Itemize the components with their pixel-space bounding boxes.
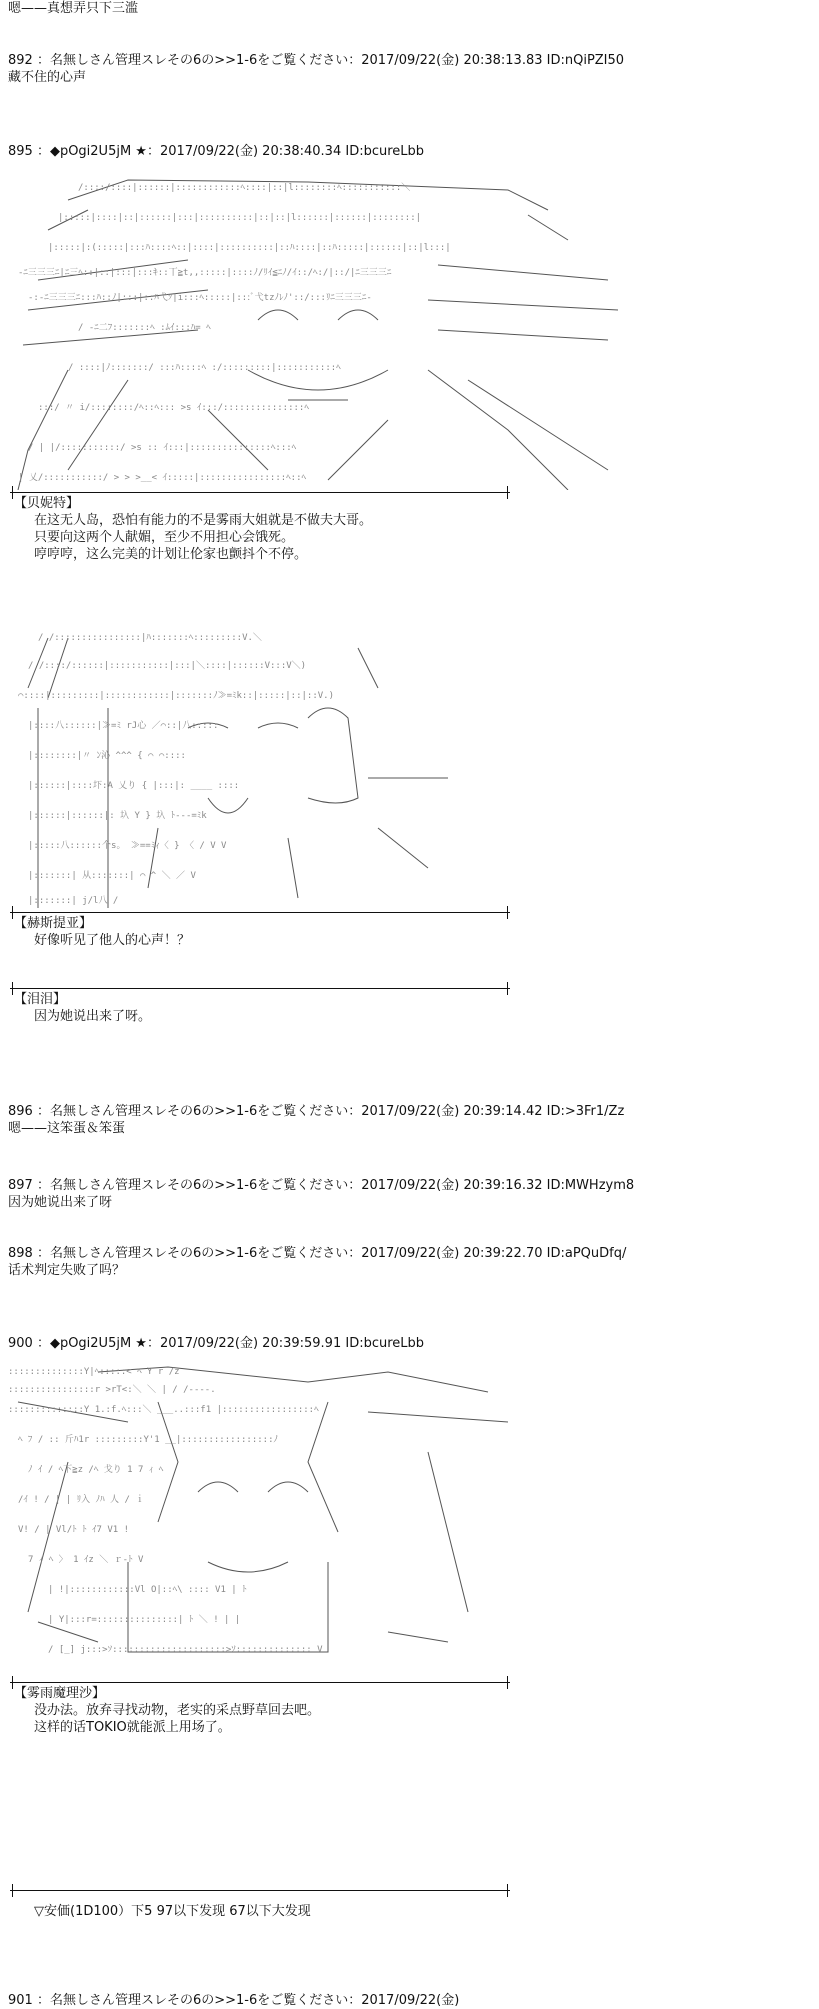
svg-text:::::::::::::::Y 1.:f.ﾍ:::＼: ::::::::::::::Y 1.:f.ﾍ:::＼ ___..:::f1 |:::::::::::::::::ﾍ	[8, 1405, 319, 1415]
dialog-line: 这样的话TOKIO就能派上用场了。	[34, 1720, 231, 1735]
dialog-line: 在这无人岛，恐怕有能力的不是雾雨大姐就是不做夫大哥。	[34, 513, 373, 528]
svg-text:|::::八::::::|≫=ﾐ rJ心: |::::八::::::|≫=ﾐ rJ心 ／⌒::|八:::::	[28, 721, 219, 731]
speaker-name: 【雾雨魔理沙】	[14, 1686, 106, 1701]
dialog-line: 哼哼哼，这么完美的计划让伦家也颤抖个不停。	[34, 547, 308, 562]
svg-text:|:::::|:(:::::|:::ﾊ::::ﾍ::|:::: |:::::|:(:::::|:::ﾊ::::ﾍ::|::::|::::::::::|::ﾊ::::|::ﾊ:::::|::::::|::|l:::|	[48, 243, 451, 253]
svg-text:/ｲ ! / | | ﾘ入 ﾉﾊ 人: /ｲ ! / | | ﾘ入 ﾉﾊ 人 / ｉ	[18, 1495, 145, 1505]
post-900-header: 900 ：◆pOgi2U5jM ★：2017/09/22(金) 20:39:59.91 ID:bcureLbb	[8, 1336, 425, 1351]
svg-text:| Y|:::r=:::::::::::::::|: | Y|:::r=:::::::::::::::| ﾄ ＼ ! | |	[48, 1615, 241, 1625]
svg-text::::/ 〃 i/::::::::/ﾍ::ﾍ::: >s: :::/ 〃 i/::::::::/ﾍ::ﾍ::: >s ｲ:::/:::::::::::::::ﾍ	[38, 403, 309, 413]
dialog-line: 好像听见了他人的心声！？	[34, 933, 191, 948]
post-895-header: 895 ：◆pOgi2U5jM ★：2017/09/22(金) 20:38:40.34 ID:bcureLbb	[8, 144, 425, 159]
svg-text:⌒::::|:::::::::|::::::::::::|:: ⌒::::|:::::::::|::::::::::::|:::::::ﾉ≫=ﾐk::|:::::|::|::V.)	[18, 691, 335, 701]
ascii-art-marisa	[8, 1362, 508, 1662]
svg-text:-ﾆ三三三ﾆ|ﾆ三ﾍ::|::|:::|:::ｷ::丅≧t,: -ﾆ三三三ﾆ|ﾆ三ﾍ::|::|:::|:::ｷ::丅≧t,,:::::|::::ﾉ/ﾘｲ≦ﾆﾉ/ｲ::/ﾍ:/|::/|ﾆ三三三ﾆ	[18, 268, 392, 278]
svg-text:7 ｨ ﾍ 〉 1 ｲz ＼ ｒ: 7 ｨ ﾍ 〉 1 ｲz ＼ ｒ-ﾄ V	[28, 1555, 144, 1565]
svg-text:|:::::::| j/l八: |:::::::| j/l八 /	[28, 896, 119, 906]
dialog-rule	[10, 1682, 510, 1683]
svg-text:|::::::|::::圷:A 乂り {: |::::::|::::圷:A 乂り { |:::|: ____ ::::	[28, 781, 240, 791]
svg-text:| 乂/:::::::::::/ > >: | 乂/:::::::::::/ > > >__< ｲ:::::|::::::::::::::::ﾍ::ﾍ	[18, 473, 307, 483]
svg-text:ﾍ ﾌ / :: 斤ﾊ1r ::::::: ﾍ ﾌ / :: 斤ﾊ1r :::::::::Y'1 __|:::::::::::::::::ﾉ	[18, 1435, 278, 1445]
ascii-art-bernie	[8, 170, 628, 490]
svg-text:|:::::|::::|::|::::::|:::|::::: |:::::|::::|::|::::::|:::|::::::::::|::|::|l::::::|::::::|::::::::|	[58, 213, 422, 223]
dialog-rule	[10, 988, 510, 989]
post-897-header: 897 ：名無しさん管理スレその6の>>1-6をご覧ください：2017/09/22(金) 20:39:16.32 ID:MWHzym8	[8, 1178, 635, 1193]
dialog-line: 没办法。放弃寻找动物，老实的采点野草回去吧。	[34, 1703, 321, 1718]
post-897-body: 因为她说出来了呀	[8, 1195, 113, 1210]
svg-text:/ | |/:::::::::::/: / | |/:::::::::::/ >s :: ｲ:::|:::::::::::::::ﾍ:::ﾍ	[28, 443, 297, 453]
dialog-rule	[10, 1890, 510, 1891]
dialog-rule	[10, 912, 510, 913]
svg-text:::::::::::::::Y|ﾍ:::::< ﾍ: ::::::::::::::Y|ﾍ:::::< ﾍ Y r /z	[8, 1367, 180, 1377]
post-896-header: 896 ：名無しさん管理スレその6の>>1-6をご覧ください：2017/09/22(金) 20:39:14.42 ID:>3Fr1/Zz	[8, 1104, 625, 1119]
dialog-line: 因为她说出来了呀。	[34, 1009, 152, 1024]
top-text: 嗯——真想弄只下三滥	[8, 1, 139, 16]
post-898-header: 898 ：名無しさん管理スレその6の>>1-6をご覧ください：2017/09/22(金) 20:39:22.70 ID:aPQuDfq/	[8, 1246, 627, 1261]
svg-text:::::::::::::::::r >rT<:＼: ::::::::::::::::r >rT<:＼ ＼ | / /----.	[8, 1385, 216, 1395]
post-901-header: 901 ：名無しさん管理スレその6の>>1-6をご覧ください：2017/09/22(金)	[8, 1993, 460, 2008]
post-892-body: 藏不住的心声	[8, 70, 87, 85]
dialog-bernie	[10, 492, 510, 563]
svg-text:| !|::::::::::::Vl O|:: | !|::::::::::::Vl O|::ﾍ\ :::: V1 | ﾄ	[48, 1585, 247, 1595]
svg-text:|:::::::| 从:::::::|: |:::::::| 从:::::::| ⌒ ^ ＼ ／ V	[28, 871, 196, 881]
ascii-art-hestia	[8, 628, 488, 908]
dialog-line: 只要向这两个人献媚，至少不用担心会饿死。	[34, 530, 295, 545]
post-898-body: 话术判定失败了吗？	[8, 1263, 126, 1278]
svg-text:|:::::八::::::个s。 ≫==ﾐｨ〈 } 〈: |:::::八::::::个s。 ≫==ﾐｨ〈 } 〈 / V V	[28, 841, 227, 851]
svg-text:ﾉ ｲ / ﾍ下≧z /ﾍ 戈り 1 7: ﾉ ｲ / ﾍ下≧z /ﾍ 戈り 1 7 ｨ ﾍ	[28, 1465, 164, 1475]
post-896-body: 嗯——这笨蛋＆笨蛋	[8, 1121, 126, 1136]
dialog-marisa	[10, 1682, 510, 1736]
svg-text:/ /::::/::::::|:::::::::::|::: / /::::/::::::|:::::::::::|:::|＼::::|::::::V:::V＼)	[28, 661, 307, 671]
dialog-rule	[10, 492, 510, 493]
svg-text:|::::::::|〃 ﾝ沁 ^^^: |::::::::|〃 ﾝ沁 ^^^ { ⌒ ⌒::::	[28, 751, 186, 761]
speaker-name: 【贝妮特】	[14, 496, 80, 511]
svg-text:/ -ﾆ二ﾌ:::::::ﾍ :: / -ﾆ二ﾌ:::::::ﾍ :ﾑｲ:::ﾊ= ﾍ	[78, 323, 211, 333]
speaker-name: 【赫斯提亚】	[14, 916, 93, 931]
svg-text:V! / | Vl/ﾄ ﾄ ｲ7: V! / | Vl/ﾄ ﾄ ｲ7 V1 !	[18, 1525, 130, 1535]
svg-text:/ ::::|ﾉ:::::::/ :::ﾊ::::ﾍ: / ::::|ﾉ:::::::/ :::ﾊ::::ﾍ :/:::::::::|:::::::::::ﾍ	[68, 363, 341, 373]
svg-text:/ /::::::::::::::::|ﾊ:::::::: / /::::::::::::::::|ﾊ:::::::ﾍ:::::::::V.＼	[38, 633, 262, 643]
roll-instruction: ▽安価(1D100）下5 97以下发现 67以下大发现	[34, 1904, 311, 1919]
dialog-roll	[10, 1890, 510, 1920]
dialog-leilei	[10, 988, 510, 1025]
post-892-header: 892 ：名無しさん管理スレその6の>>1-6をご覧ください：2017/09/22(金) 20:38:13.83 ID:nQiPZI50	[8, 53, 625, 68]
svg-text:|::::::|::::::|: 圦 Y: |::::::|::::::|: 圦 Y } 圦 ﾄ---=ﾐk	[28, 811, 207, 821]
dialog-hestia	[10, 912, 510, 949]
speaker-name: 【泪泪】	[14, 992, 67, 1007]
svg-text:/::::/::::|::::::|::::::::::::: /::::/::::|::::::|::::::::::::ﾍ::::|::|l::::::::ﾍ:::::::::::＼	[78, 183, 411, 193]
svg-text:/ [_] j:::>ｿ:::::::::::::: / [_] j:::>ｿ:::::::::::::::::::::>ｿ:::::::::::::: V	[48, 1645, 323, 1655]
svg-text:-:-ﾆ三三三ﾆ:::ﾊ::ﾉ|:::|::ﾊ弋ｿ|i:::: -:-ﾆ三三三ﾆ:::ﾊ::ﾉ|:::|::ﾊ弋ｿ|i:::ﾍ:::::|:::ﾞ弋tzﾉﾚﾉ'::/:::ﾘﾆ三三三ﾆ-	[28, 293, 372, 303]
